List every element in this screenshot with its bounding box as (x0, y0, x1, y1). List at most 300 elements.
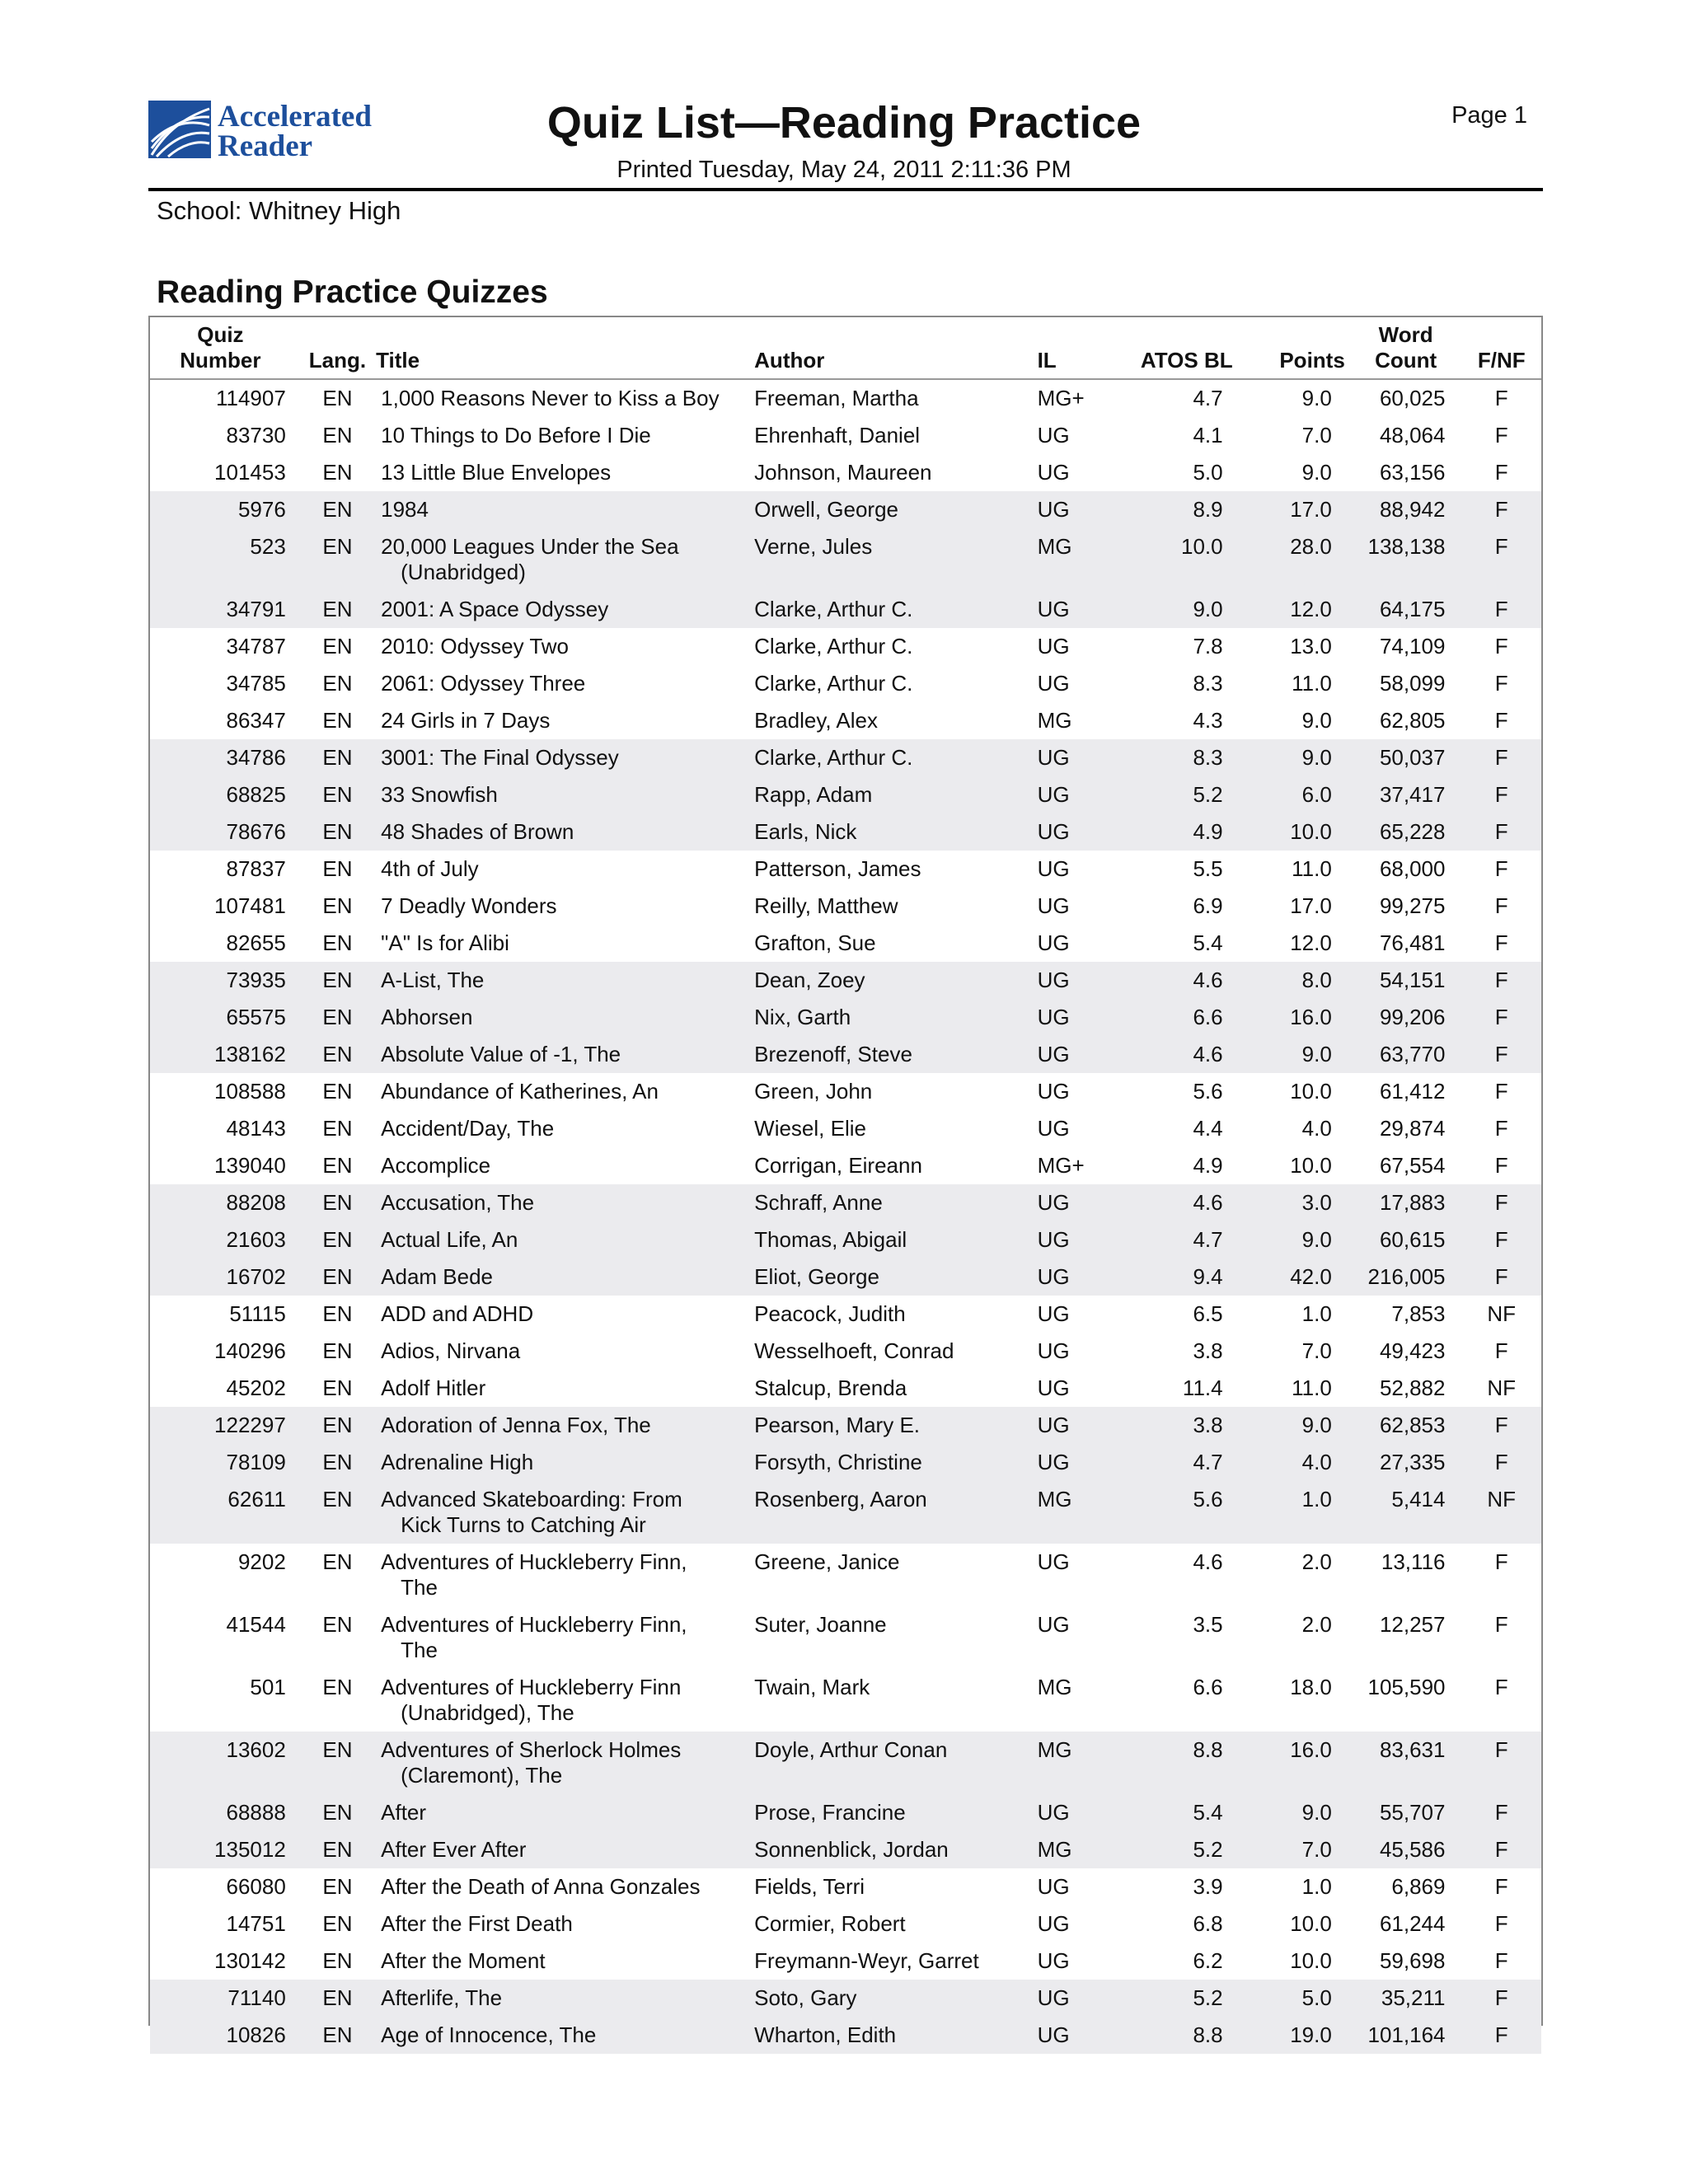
title-cell (371, 888, 744, 925)
table-row (150, 851, 1541, 888)
title-line1: 2010: Odyssey Two (381, 634, 570, 658)
title-cell (371, 1669, 744, 1732)
atos-cell: 4.1 (1193, 423, 1223, 448)
il-cell: MG (1033, 1481, 1112, 1544)
author-cell: Peacock, Judith (754, 1301, 906, 1326)
table-row (150, 702, 1541, 739)
title-cell (371, 417, 744, 454)
il-cell: UG (1033, 813, 1112, 851)
title-cell (371, 999, 744, 1036)
fnf-cell: F (1494, 1549, 1508, 1574)
word-count-cell: 64,175 (1350, 591, 1462, 628)
col-points: Points (1241, 317, 1350, 379)
atos-cell: 5.2 (1112, 776, 1241, 813)
quiz-number-cell: 82655 (226, 930, 286, 955)
atos-cell: 8.8 (1112, 2017, 1241, 2054)
il-cell: MG (1033, 1732, 1112, 1794)
lang-cell: EN (322, 423, 353, 448)
lang-cell: EN (322, 671, 353, 696)
lang-cell: EN (322, 708, 353, 733)
word-count-cell: 216,005 (1350, 1258, 1462, 1296)
author-cell: Cormier, Robert (754, 1911, 906, 1936)
atos-cell: 7.8 (1193, 634, 1223, 658)
il-cell: UG (1037, 1612, 1070, 1637)
lang-cell: EN (322, 1675, 353, 1699)
atos-cell: 5.4 (1112, 1794, 1241, 1831)
table-row (150, 591, 1541, 628)
table-row (150, 1980, 1541, 2017)
quiz-number-cell: 140296 (214, 1338, 286, 1363)
title-line1: After Ever After (381, 1837, 527, 1862)
word-count-cell: 83,631 (1350, 1732, 1462, 1794)
lang-cell: EN (322, 1911, 353, 1936)
fnf-cell: F (1461, 1831, 1541, 1868)
author-cell: Twain, Mark (754, 1675, 870, 1699)
fnf-cell: F (1494, 1153, 1508, 1178)
points-cell: 9.0 (1301, 708, 1332, 733)
logo-text-line1: Accelerated (218, 100, 372, 134)
table-row (150, 491, 1541, 528)
word-count-cell: 60,615 (1350, 1221, 1462, 1258)
title-line1: ADD and ADHD (381, 1301, 534, 1326)
author-cell: Sonnenblick, Jordan (744, 1831, 1032, 1868)
title-cell (371, 628, 744, 665)
atos-cell: 4.7 (1112, 1221, 1241, 1258)
il-cell: MG (1033, 1831, 1112, 1868)
il-cell: UG (1037, 671, 1070, 696)
col-author: Author (744, 317, 1032, 379)
points-cell: 4.0 (1301, 1116, 1332, 1141)
author-cell: Johnson, Maureen (754, 460, 932, 485)
title-line1: Advanced Skateboarding: From (381, 1487, 682, 1511)
lang-cell: EN (304, 1258, 371, 1296)
word-count-cell: 29,874 (1379, 1116, 1446, 1141)
title-cell (371, 1370, 744, 1407)
points-cell: 10.0 (1290, 1911, 1332, 1936)
author-cell: Clarke, Arthur C. (754, 671, 913, 696)
atos-cell: 4.4 (1193, 1116, 1223, 1141)
points-cell: 16.0 (1241, 999, 1350, 1036)
quiz-number-cell: 21603 (150, 1221, 304, 1258)
title-cell (371, 1606, 744, 1669)
author-cell: Eliot, George (744, 1258, 1032, 1296)
quiz-number-cell: 10826 (150, 2017, 304, 2054)
lang-cell: EN (322, 1338, 353, 1363)
points-cell: 11.0 (1292, 856, 1332, 881)
table-row (150, 888, 1541, 925)
author-cell: Soto, Gary (744, 1980, 1032, 2017)
il-cell: UG (1033, 1221, 1112, 1258)
title-cell (371, 2017, 744, 2054)
table-row (150, 1794, 1541, 1831)
fnf-cell: F (1461, 2017, 1541, 2054)
title-cell (371, 1333, 744, 1370)
lang-cell: EN (304, 739, 371, 776)
atos-cell: 11.4 (1182, 1376, 1223, 1400)
points-cell: 12.0 (1290, 930, 1332, 955)
school-name: School: Whitney High (157, 196, 401, 225)
author-cell: Clarke, Arthur C. (744, 739, 1032, 776)
author-cell: Orwell, George (744, 491, 1032, 528)
lang-cell: EN (322, 386, 353, 410)
il-cell: UG (1037, 423, 1070, 448)
lang-cell: EN (322, 1116, 353, 1141)
table-row (150, 1544, 1541, 1606)
table-row (150, 925, 1541, 962)
table-row (150, 628, 1541, 665)
lang-cell: EN (322, 1549, 353, 1574)
title-line1: Adios, Nirvana (381, 1338, 521, 1363)
title-line1: Adventures of Huckleberry Finn, (381, 1549, 687, 1574)
points-cell: 10.0 (1290, 1948, 1332, 1973)
title-cell (371, 1073, 744, 1110)
title-cell (371, 1831, 744, 1868)
quiz-number-cell: 34791 (150, 591, 304, 628)
quiz-number-cell: 88208 (150, 1184, 304, 1221)
il-cell: UG (1037, 1874, 1070, 1899)
atos-cell: 5.2 (1112, 1980, 1241, 2017)
atos-cell: 4.6 (1193, 1549, 1223, 1574)
table-row (150, 1669, 1541, 1732)
word-count-cell: 63,156 (1379, 460, 1446, 485)
points-cell: 9.0 (1241, 1794, 1350, 1831)
title-line1: Adrenaline High (381, 1450, 534, 1474)
author-cell: Rosenberg, Aaron (744, 1481, 1032, 1544)
quiz-number-cell: 41544 (226, 1612, 286, 1637)
points-cell: 6.0 (1241, 776, 1350, 813)
lang-cell: EN (322, 1874, 353, 1899)
lang-cell: EN (304, 591, 371, 628)
atos-cell: 6.2 (1193, 1948, 1223, 1973)
word-count-cell: 67,554 (1379, 1153, 1446, 1178)
page-number: Page 1 (1451, 102, 1527, 129)
title-line1: 7 Deadly Wonders (381, 893, 557, 918)
quiz-number-cell: 71140 (150, 1980, 304, 2017)
word-count-cell: 61,412 (1379, 1079, 1446, 1104)
title-line1: Actual Life, An (381, 1227, 518, 1252)
word-count-cell: 62,805 (1379, 708, 1446, 733)
quiz-number-cell: 68888 (150, 1794, 304, 1831)
title-line2: (Claremont), The (401, 1763, 563, 1788)
il-cell: UG (1037, 856, 1070, 881)
lang-cell: EN (304, 1444, 371, 1481)
title-line1: 48 Shades of Brown (381, 819, 574, 844)
title-line1: Accomplice (381, 1153, 491, 1178)
table-row (150, 1296, 1541, 1333)
title-cell (371, 1184, 744, 1221)
points-cell: 7.0 (1241, 1831, 1350, 1868)
points-cell: 13.0 (1290, 634, 1332, 658)
title-cell (371, 851, 744, 888)
title-cell (371, 1221, 744, 1258)
author-cell: Schraff, Anne (744, 1184, 1032, 1221)
lang-cell: EN (304, 1980, 371, 2017)
col-word-count-line2: Count (1375, 348, 1437, 373)
quiz-number-cell: 138162 (150, 1036, 304, 1073)
fnf-cell: F (1461, 1221, 1541, 1258)
word-count-cell: 6,869 (1391, 1874, 1446, 1899)
title-line2: The (401, 1638, 438, 1662)
fnf-cell: F (1461, 1732, 1541, 1794)
title-line1: After (381, 1800, 427, 1825)
lang-cell: EN (304, 1036, 371, 1073)
points-cell: 11.0 (1292, 671, 1332, 696)
title-line1: After the Death of Anna Gonzales (381, 1874, 701, 1899)
title-line1: Abhorsen (381, 1005, 473, 1029)
word-count-cell: 99,275 (1379, 893, 1446, 918)
author-cell: Nix, Garth (744, 999, 1032, 1036)
table-row (150, 1606, 1541, 1669)
col-atos: ATOS BL (1112, 317, 1241, 379)
atos-cell: 6.9 (1193, 893, 1223, 918)
table-row (150, 1110, 1541, 1147)
lang-cell: EN (322, 893, 353, 918)
lang-cell: EN (322, 1301, 353, 1326)
fnf-cell: F (1461, 813, 1541, 851)
fnf-cell: F (1461, 1444, 1541, 1481)
lang-cell: EN (322, 634, 353, 658)
title-line1: Adolf Hitler (381, 1376, 486, 1400)
points-cell: 7.0 (1301, 1338, 1332, 1363)
title-cell (371, 1444, 744, 1481)
table-row (150, 1868, 1541, 1905)
table-row (150, 379, 1541, 417)
atos-cell: 6.6 (1193, 1675, 1223, 1699)
title-cell (371, 776, 744, 813)
author-cell: Stalcup, Brenda (754, 1376, 907, 1400)
title-cell (371, 1732, 744, 1794)
points-cell: 3.0 (1241, 1184, 1350, 1221)
points-cell: 42.0 (1241, 1258, 1350, 1296)
author-cell: Clarke, Arthur C. (754, 634, 913, 658)
table-row (150, 813, 1541, 851)
title-line1: Accusation, The (381, 1190, 535, 1215)
word-count-cell: 27,335 (1350, 1444, 1462, 1481)
points-cell: 19.0 (1241, 2017, 1350, 2054)
word-count-cell: 52,882 (1379, 1376, 1446, 1400)
word-count-cell: 49,423 (1379, 1338, 1446, 1363)
quiz-number-cell: 45202 (226, 1376, 286, 1400)
quiz-number-cell: 107481 (214, 893, 286, 918)
atos-cell: 8.3 (1112, 739, 1241, 776)
fnf-cell: F (1461, 1980, 1541, 2017)
title-line2: The (401, 1575, 438, 1600)
author-cell: Wesselhoeft, Conrad (754, 1338, 954, 1363)
title-cell (371, 528, 744, 591)
lang-cell: EN (304, 1481, 371, 1544)
il-cell: UG (1033, 591, 1112, 628)
il-cell: UG (1033, 1444, 1112, 1481)
author-cell: Suter, Joanne (754, 1612, 887, 1637)
page-title: Quiz List—Reading Practice (546, 98, 1142, 148)
title-line2: (Unabridged), The (401, 1700, 574, 1725)
il-cell: MG (1033, 528, 1112, 591)
quiz-number-cell: 78676 (150, 813, 304, 851)
word-count-cell: 35,211 (1350, 1980, 1462, 2017)
lang-cell: EN (304, 1407, 371, 1444)
points-cell: 4.0 (1241, 1444, 1350, 1481)
atos-cell: 5.5 (1193, 856, 1223, 881)
author-cell: Wharton, Edith (744, 2017, 1032, 2054)
word-count-cell: 68,000 (1379, 856, 1446, 881)
title-line1: 2001: A Space Odyssey (381, 597, 609, 621)
atos-cell: 8.3 (1193, 671, 1223, 696)
lang-cell: EN (304, 491, 371, 528)
word-count-cell: 37,417 (1350, 776, 1462, 813)
points-cell: 10.0 (1241, 813, 1350, 851)
lang-cell: EN (322, 460, 353, 485)
atos-cell: 3.5 (1193, 1612, 1223, 1637)
title-line1: Abundance of Katherines, An (381, 1079, 659, 1104)
table-row (150, 665, 1541, 702)
fnf-cell: F (1494, 386, 1508, 410)
atos-cell: 4.3 (1193, 708, 1223, 733)
il-cell: UG (1037, 1948, 1070, 1973)
col-quiz-number (150, 317, 304, 379)
col-title: Title (371, 317, 744, 379)
author-cell: Forsyth, Christine (744, 1444, 1032, 1481)
table-row (150, 1370, 1541, 1407)
atos-cell: 3.8 (1193, 1338, 1223, 1363)
il-cell: UG (1037, 460, 1070, 485)
fnf-cell: F (1461, 739, 1541, 776)
lang-cell: EN (304, 776, 371, 813)
author-cell: Clarke, Arthur C. (744, 591, 1032, 628)
table-body (150, 379, 1541, 2054)
atos-cell: 6.6 (1112, 999, 1241, 1036)
table-row (150, 776, 1541, 813)
title-line1: 1984 (381, 497, 429, 522)
title-line1: Accident/Day, The (381, 1116, 555, 1141)
points-cell: 18.0 (1290, 1675, 1332, 1699)
title-line1: Adventures of Sherlock Holmes (381, 1737, 682, 1762)
title-line1: Absolute Value of -1, The (381, 1042, 621, 1066)
quiz-number-cell: 83730 (226, 423, 286, 448)
fnf-cell: F (1461, 591, 1541, 628)
col-word-count (1350, 317, 1462, 379)
title-line1: 2061: Odyssey Three (381, 671, 586, 696)
word-count-cell: 59,698 (1379, 1948, 1446, 1973)
atos-cell: 10.0 (1112, 528, 1241, 591)
atos-cell: 5.0 (1193, 460, 1223, 485)
il-cell: UG (1033, 491, 1112, 528)
title-line1: Adam Bede (381, 1264, 494, 1289)
author-cell: Dean, Zoey (744, 962, 1032, 999)
title-cell (371, 702, 744, 739)
quiz-number-cell: 68825 (150, 776, 304, 813)
fnf-cell: NF (1487, 1301, 1517, 1326)
fnf-cell: F (1494, 1612, 1508, 1637)
quiz-number-cell: 9202 (237, 1549, 286, 1574)
author-cell: Brezenoff, Steve (744, 1036, 1032, 1073)
fnf-cell: F (1461, 1184, 1541, 1221)
quiz-number-cell: 122297 (150, 1407, 304, 1444)
quiz-number-cell: 523 (150, 528, 304, 591)
fnf-cell: F (1494, 1948, 1508, 1973)
author-cell: Freymann-Weyr, Garret (754, 1948, 979, 1973)
word-count-cell: 138,138 (1350, 528, 1462, 591)
fnf-cell: F (1461, 999, 1541, 1036)
lang-cell: EN (304, 999, 371, 1036)
title-cell (371, 1905, 744, 1943)
word-count-cell: 54,151 (1350, 962, 1462, 999)
author-cell: Pearson, Mary E. (744, 1407, 1032, 1444)
points-cell: 9.0 (1241, 1407, 1350, 1444)
title-line1: 13 Little Blue Envelopes (381, 460, 612, 485)
fnf-cell: F (1494, 1874, 1508, 1899)
atos-cell: 4.9 (1193, 1153, 1223, 1178)
fnf-cell: F (1494, 708, 1508, 733)
quiz-number-cell: 87837 (226, 856, 286, 881)
lang-cell: EN (322, 1612, 353, 1637)
lang-cell: EN (304, 1184, 371, 1221)
atos-cell: 6.8 (1193, 1911, 1223, 1936)
il-cell: UG (1037, 634, 1070, 658)
points-cell: 11.0 (1292, 1376, 1332, 1400)
word-count-cell: 45,586 (1350, 1831, 1462, 1868)
table-row (150, 1333, 1541, 1370)
quiz-number-cell: 101453 (214, 460, 286, 485)
atos-cell: 6.5 (1193, 1301, 1223, 1326)
word-count-cell: 76,481 (1379, 930, 1446, 955)
points-cell: 9.0 (1241, 1221, 1350, 1258)
author-cell: Rapp, Adam (744, 776, 1032, 813)
points-cell: 2.0 (1301, 1549, 1332, 1574)
il-cell: MG+ (1037, 1153, 1085, 1178)
table-row (150, 962, 1541, 999)
title-cell (371, 1296, 744, 1333)
il-cell: UG (1033, 2017, 1112, 2054)
table-row (150, 1732, 1541, 1794)
title-cell (371, 1147, 744, 1184)
title-line1: "A" Is for Alibi (381, 930, 509, 955)
title-line2: (Unabridged) (401, 560, 526, 584)
il-cell: UG (1033, 962, 1112, 999)
lang-cell: EN (304, 1794, 371, 1831)
author-cell: Green, John (754, 1079, 873, 1104)
atos-cell: 5.4 (1193, 930, 1223, 955)
lang-cell: EN (304, 1732, 371, 1794)
quiz-number-cell: 51115 (229, 1301, 286, 1326)
col-quiz-number-line2: Number (180, 348, 261, 373)
table-row (150, 1444, 1541, 1481)
fnf-cell: F (1461, 528, 1541, 591)
printed-date: Printed Tuesday, May 24, 2011 2:11:36 PM (617, 157, 1071, 183)
title-line1: After the Moment (381, 1948, 546, 1973)
col-fnf: F/NF (1461, 317, 1541, 379)
title-cell (371, 1481, 744, 1544)
quiz-number-cell: 73935 (150, 962, 304, 999)
author-cell: Patterson, James (754, 856, 921, 881)
table-row (150, 2017, 1541, 2054)
col-word-count-line1: Word (1378, 322, 1433, 347)
quiz-number-cell: 16702 (150, 1258, 304, 1296)
lang-cell: EN (322, 1948, 353, 1973)
il-cell: UG (1037, 1376, 1070, 1400)
title-cell (371, 739, 744, 776)
il-cell: UG (1037, 1911, 1070, 1936)
word-count-cell: 12,257 (1379, 1612, 1446, 1637)
table-row (150, 1943, 1541, 1980)
fnf-cell: F (1494, 893, 1508, 918)
points-cell: 9.0 (1241, 1036, 1350, 1073)
title-cell (371, 591, 744, 628)
word-count-cell: 48,064 (1379, 423, 1446, 448)
atos-cell: 3.8 (1112, 1407, 1241, 1444)
quiz-number-cell: 66080 (226, 1874, 286, 1899)
atos-cell: 9.4 (1112, 1258, 1241, 1296)
il-cell: UG (1037, 930, 1070, 955)
